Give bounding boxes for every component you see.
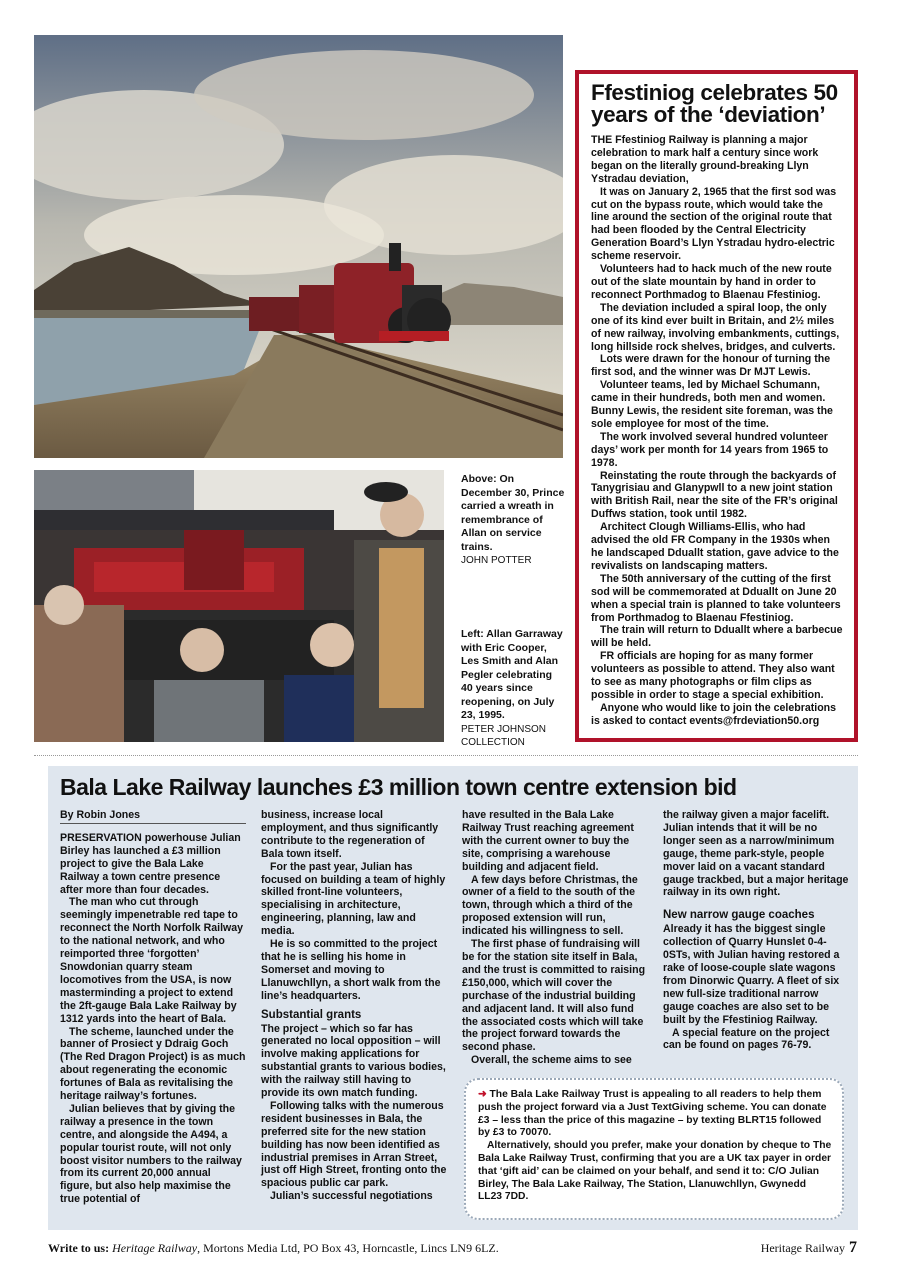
footer-folio <box>761 1239 857 1257</box>
ffestiniog-headline: Ffestiniog celebrates 50 years of the ‘deviation’ <box>591 80 838 127</box>
ffestiniog-article-box <box>575 70 858 742</box>
bala-paragraph: The project – which so far has generated no local opposition – will involve making applications for substantial grants to various bodies, with the railway still having to provide its own match funding. <box>261 1022 446 1100</box>
ffestiniog-paragraph: The 50th anniversary of the cutting of the first sod will be commemorated at Dduallt on June 20 when a special train is planned to take volunteers from Porthmadog to Blaenau Ffestiniog. <box>591 572 841 624</box>
donation-appeal-box <box>464 1078 844 1220</box>
ffestiniog-body <box>591 134 844 728</box>
bala-paragraph: For the past year, Julian has focused on building a team of highly skilled front-line volunteers, specialising in architecture, engineering, planning, law and media. <box>261 860 446 938</box>
bala-paragraph: PRESERVATION powerhouse Julian Birley has launched a £3 million project to give the Bala Lake Railway a town centre presence after more than four decades. <box>60 831 241 896</box>
photo-locomotive-graphic <box>34 35 563 458</box>
appeal-paragraph-2: Alternatively, should you prefer, make your donation by cheque to The Bala Lake Railway Trust, confirming that you are a UK tax payer in order that ‘gift aid’ can be claimed on your behalf, and send it to: C/O Julian Birley, The Bala Lake Railway, The Station, Llanuwchllyn, Gwynedd LL23 7DD. <box>478 1140 832 1203</box>
photo-locomotive-estuary <box>34 35 563 458</box>
footer-magazine-title: Heritage Railway <box>760 1241 845 1255</box>
bala-paragraph: A special feature on the project can be found on pages 76-79. <box>663 1026 830 1052</box>
bala-paragraph: A few days before Christmas, the owner of a field to the south of the town, through which a third of the proposed extension will run, indicated his willingness to sell. <box>462 873 638 938</box>
bala-article-panel <box>48 766 858 1230</box>
bala-paragraph: the railway given a major facelift. Julian intends that it will be no longer seen as a narrow/minimum gauge, theme park-style, people mover laid on a vacant standard gauge trackbed, but a major heritage railway in its own right. <box>663 809 849 899</box>
bala-column-3 <box>462 809 648 1067</box>
footer-write-label: Write to us: <box>48 1241 110 1255</box>
arrow-icon: ➜ <box>478 1089 487 1100</box>
subhead-substantial-grants: Substantial grants <box>261 1008 362 1021</box>
bala-column-1 <box>60 809 246 1206</box>
ffestiniog-paragraph: The train will return to Dduallt where a barbecue will be held. <box>591 624 843 650</box>
ffestiniog-paragraph: Volunteers had to hack much of the new route out of the slate mountain by hand in order to reconnect Porthmadog to Blaenau Ffestiniog. <box>591 263 832 301</box>
bala-paragraph: Julian’s successful negotiations <box>270 1190 433 1203</box>
subhead-new-coaches: New narrow gauge coaches <box>663 909 815 922</box>
ffestiniog-paragraph: Anyone who would like to join the celebrations is asked to contact events@frdeviation50.org <box>591 701 837 727</box>
bala-paragraph: business, increase local employment, and thus significantly contribute to the regeneration of Bala town itself. <box>261 809 439 860</box>
appeal-text-1: The Bala Lake Railway Trust is appealing to all readers to help them push the project forward via a Just TextGiving scheme. You can donate £3 – less than the price of this magazine – by texting BLRT15 followed by £3 to 70070. <box>478 1089 827 1139</box>
caption-left <box>461 628 565 750</box>
caption-above-text: Above: On December 30, Prince carried a wreath in remembrance of Allan on service trains. <box>461 473 565 553</box>
ffestiniog-paragraph: The deviation included a spiral loop, the only one of its kind ever built in Britain, and 2½ miles of new railway, involving embankments, cuttings, long hillside rock shelves, bridges, and culverts. <box>591 301 840 353</box>
ffestiniog-paragraph: FR officials are hoping for as many former volunteers as possible to attend. They also want to see as many photographs or film clips as possible in order to stage a special exhibition. <box>591 650 835 701</box>
bala-paragraph: Julian believes that by giving the railway a presence in the town centre, and alongside the A494, a popular tourist route, will not only boost visitor numbers to the railway from its current 20,000 annual figure, but also help maximise the true potential of <box>60 1102 242 1206</box>
page-number: 7 <box>849 1239 857 1256</box>
ffestiniog-paragraph: THE Ffestiniog Railway is planning a major celebration to mark half a century since work began on the literally ground-breaking Llyn Ystradau deviation, <box>591 134 819 185</box>
photo-men-with-locomotive <box>34 470 444 742</box>
bala-paragraph: The first phase of fundraising will be for the station site itself in Bala, and the trust is committed to raising £150,000, which will cover the purchase of the industrial building and adjacent land. It will also fund the associated costs which will take the project forward towards the second phase. <box>462 938 646 1054</box>
bala-paragraph: Already it has the biggest single collection of Quarry Hunslet 0-4-0STs, with Julian having restored a rake of loose-couple slate wagons from Dinorwic Quarry. A fleet of six new full-size traditional narrow gauge coaches are also set to be built by the Ffestiniog Railway. <box>663 923 840 1026</box>
ffestiniog-paragraph: Reinstating the route through the backyards of Tanygrisiau and Glanypwll to a new joint station with British Rail, near the site of the FR’s original Duffws station, took until 1982. <box>591 469 838 521</box>
footer-address <box>48 1241 499 1256</box>
footer-address-text: , Mortons Media Ltd, PO Box 43, Horncastle, Lincs LN9 6LZ. <box>197 1241 499 1255</box>
bala-paragraph: The man who cut through seemingly impenetrable red tape to reconnect the North Norfolk Railway to the national network, and who reimported three ‘forgotten’ Snowdonian quarry steam locomotives from the USA, is now masterminding a project to extend the 2ft-gauge Bala Lake Railway by 1312 yards into the heart of Bala. <box>60 896 244 1025</box>
footer-magazine-name: Heritage Railway <box>112 1241 198 1255</box>
byline: By Robin Jones <box>60 809 246 824</box>
bala-paragraph: Following talks with the numerous resident businesses in Bala, the preferred site for the new station building has now been identified as industrial premises in Arran Street, just off High Street, fronting onto the spacious public car park. <box>261 1099 447 1190</box>
ffestiniog-paragraph: The work involved several hundred volunteer days’ work per month for 14 years from 1965 to 1978. <box>591 430 829 469</box>
bala-column-2 <box>261 809 447 1203</box>
bala-headline: Bala Lake Railway launches £3 million town centre extension bid <box>60 774 737 800</box>
bala-column-4 <box>663 809 849 1052</box>
caption-above <box>461 473 565 568</box>
bala-paragraph: Overall, the scheme aims to see <box>471 1054 632 1067</box>
ffestiniog-paragraph: It was on January 2, 1965 that the first sod was cut on the bypass route, which would take the line around the section of the original route that had been flooded by the Central Electricity Generation Board’s Llyn Ystradau hydro-electric scheme reservoir. <box>591 185 837 263</box>
bala-paragraph: He is so committed to the project that he is selling his home in Somerset and moving to Llanuwchllyn, a short walk from the line’s headquarters. <box>261 938 441 1002</box>
photo-men-graphic <box>34 470 444 742</box>
appeal-paragraph-1 <box>478 1089 832 1140</box>
ffestiniog-paragraph: Architect Clough Williams-Ellis, who had advised the old FR Company in the 1930s when he landscaped Dduallt station, gave advice to the revivalists on landscaping matters. <box>591 521 839 572</box>
section-divider <box>34 755 858 756</box>
ffestiniog-paragraph: Lots were drawn for the honour of turning the first sod, and the winner was Dr MJT Lewis. <box>591 353 831 379</box>
caption-above-credit: JOHN POTTER <box>461 555 532 566</box>
ffestiniog-paragraph: Volunteer teams, led by Michael Schumann, came in their hundreds, both men and women. Bunny Lewis, the resident site foreman, was the sole employee for most of the time. <box>591 379 833 430</box>
caption-left-text: Left: Allan Garraway with Eric Cooper, Les Smith and Alan Pegler celebrating 40 years since reopening, on July 23, 1995. <box>461 628 563 721</box>
bala-paragraph: have resulted in the Bala Lake Railway Trust reaching agreement with the current owner to buy the site, comprising a warehouse building and adjacent field. <box>462 809 634 873</box>
caption-left-credit: PETER JOHNSON COLLECTION <box>461 723 547 748</box>
bala-paragraph: The scheme, launched under the banner of Prosiect y Ddraig Goch (The Red Dragon Project) is as much about regenerating the economic fortunes of Bala as revitalising the heritage railway’s fortunes. <box>60 1025 246 1103</box>
